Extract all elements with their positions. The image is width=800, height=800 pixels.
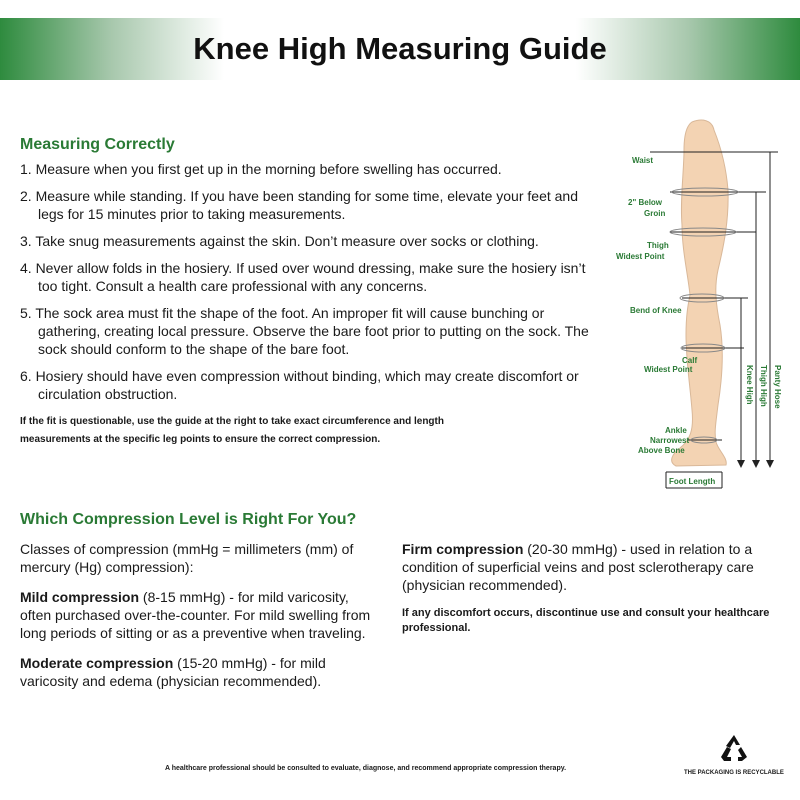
label-knee: Bend of Knee: [630, 306, 682, 315]
step-item: 5. The sock area must fit the shape of the foot. An improper fit will cause bunching or gathering, creating local pressure. Observe the bare foot prior to putting on the sock. The sock should conform to the shape of the bare foot.: [20, 305, 589, 357]
mild-text: (8-15 mmHg) - for mild varicosity, often purchased over-the-counter. For mild swelling from long periods of sitting or as a preventive when traveling.: [20, 589, 371, 641]
moderate-label: Moderate compression: [20, 655, 174, 671]
discomfort-warning: If any discomfort occurs, discontinue use and consult your healthcare professional.: [402, 607, 770, 634]
leg-silhouette: [672, 120, 728, 466]
step-item: 3. Take snug measurements against the skin. Don’t measure over socks or clothing.: [20, 233, 539, 249]
label-ankle-2: Narrowest: [650, 436, 690, 445]
page-title: Knee High Measuring Guide: [193, 31, 607, 66]
measuring-steps-list: [20, 160, 600, 412]
label-calf-1: Calf: [682, 356, 698, 365]
compression-heading: Which Compression Level is Right For You?: [20, 511, 357, 528]
moderate-paragraph: [20, 654, 375, 690]
label-ankle-3: Above Bone: [638, 446, 685, 455]
fit-note: If the fit is questionable, use the guide at the right to take exact circumference and length measurements at the specific leg points to ensure the correct compression.: [20, 416, 444, 445]
header-banner: [0, 18, 800, 80]
label-ankle-1: Ankle: [665, 426, 687, 435]
recycle-text: THE PACKAGING IS RECYCLABLE: [684, 770, 784, 776]
label-knee-high: Knee High: [745, 365, 754, 405]
label-thigh-2: Widest Point: [616, 252, 665, 261]
step-item: 6. Hosiery should have even compression without binding, which may create discomfort or circulation obstruction.: [20, 368, 579, 402]
label-foot-length: Foot Length: [669, 477, 716, 486]
label-panty-hose: Panty Hose: [773, 365, 782, 409]
classes-intro: Classes of compression (mmHg = millimeters (mm) of mercury (Hg) compression):: [20, 541, 354, 575]
label-thigh-high: Thigh High: [759, 365, 768, 407]
moderate-text: (15-20 mmHg) - for mild varicosity and edema (physician recommended).: [20, 655, 326, 689]
label-waist: Waist: [632, 156, 654, 165]
footer-disclaimer: A healthcare professional should be consulted to evaluate, diagnose, and recommend appropriate compression therapy.: [165, 765, 567, 772]
label-thigh-1: Thigh: [647, 241, 669, 250]
measuring-heading: Measuring Correctly: [20, 136, 175, 153]
step-item: 1. Measure when you first get up in the morning before swelling has occurred.: [20, 161, 502, 177]
mild-paragraph: [20, 588, 375, 642]
leg-diagram: [610, 110, 800, 495]
firm-text: (20-30 mmHg) - used in relation to a condition of superficial veins and post sclerotherapy care (physician recommended).: [402, 541, 754, 593]
compression-left-column: [20, 540, 375, 702]
label-calf-2: Widest Point: [644, 365, 693, 374]
step-item: 4. Never allow folds in the hosiery. If used over wound dressing, make sure the hosiery isn’t too tight. Consult a health care professional with any concerns.: [20, 260, 586, 294]
label-below-groin-2: Groin: [644, 209, 666, 218]
mild-label: Mild compression: [20, 589, 140, 605]
label-below-groin-1: 2" Below: [628, 198, 663, 207]
step-item: 2. Measure while standing. If you have been standing for some time, elevate your feet and legs for 15 minutes prior to taking measurements.: [20, 188, 578, 222]
compression-right-column: [402, 540, 772, 636]
firm-label: Firm compression: [402, 541, 524, 557]
recycle-icon: [717, 733, 751, 765]
firm-paragraph: [402, 540, 772, 594]
